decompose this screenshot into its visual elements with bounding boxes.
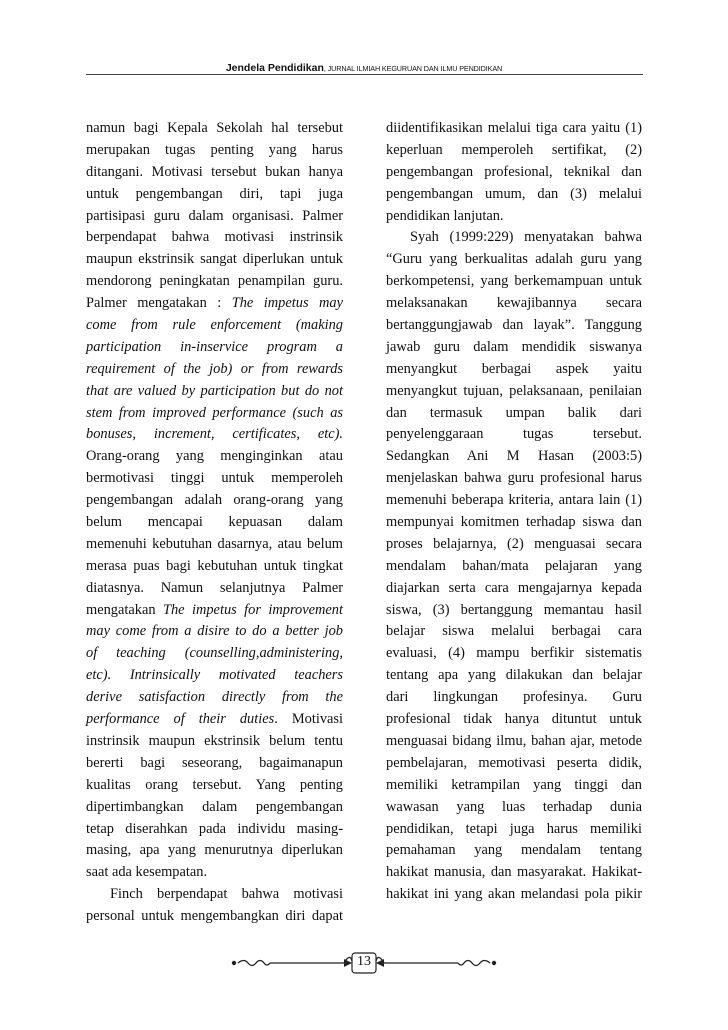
text-line — [386, 862, 642, 884]
text-line — [86, 775, 343, 797]
text-line — [386, 556, 642, 578]
text-line — [86, 293, 343, 315]
line-text: mengatakan — [86, 601, 163, 618]
journal-subtitle: , JURNAL ILMIAH KEGURUAN DAN ILMU PENDIDIKAN — [323, 64, 503, 73]
text-line — [86, 906, 343, 928]
text-line — [86, 359, 343, 381]
page-number: 13 — [357, 954, 371, 969]
line-text: masing, apa yang menurutnya diperlukan — [86, 842, 343, 859]
text-line — [86, 490, 343, 512]
line-text: diajarkan serta cara mengajarnya kepada — [386, 579, 642, 596]
line-text: bererti bagi seseorang, bagaimanapun — [86, 754, 343, 771]
line-text: melaksanakan kewajibannya secara — [386, 295, 642, 312]
text-line — [386, 600, 642, 622]
line-text: Palmer mengatakan : — [86, 295, 232, 312]
line-text: mendorong peningkatan penampilan guru. — [86, 273, 343, 290]
line-italic-text: participation in-inservice program a — [86, 338, 343, 355]
text-line — [386, 512, 642, 534]
line-text: bertanggungjawab dan layak”. Tanggung — [386, 317, 642, 334]
line-text: diatasnya. Namun selanjutnya Palmer — [86, 579, 343, 596]
line-text: mempunyai komitmen terhadap siswa dan — [386, 514, 642, 531]
text-line — [386, 797, 642, 819]
line-text: “Guru yang berkualitas adalah guru yang — [386, 251, 642, 268]
text-line — [386, 315, 642, 337]
line-text: pendidikan lanjutan. — [386, 207, 504, 224]
text-line — [386, 468, 642, 490]
line-text: dan termasuk umpan balik dari — [386, 404, 642, 421]
line-text: pengembangan umum, dan (3) melalui — [386, 185, 642, 202]
text-line — [86, 206, 343, 228]
text-line — [86, 315, 343, 337]
text-line — [86, 600, 343, 622]
text-line — [86, 184, 343, 206]
line-italic-text: of teaching (counselling,administering, — [86, 645, 343, 662]
line-text: proses belajarnya, (2) menguasai secara — [386, 535, 642, 552]
line-text: pengembangan adalah orang-orang yang — [86, 492, 343, 509]
line-text: evaluasi, (4) mampu berfikir sistematis — [386, 645, 642, 662]
header-rule — [86, 74, 643, 75]
line-text: memiliki ketrampilan yang tinggi dan — [386, 776, 642, 793]
line-text: pembelajaran, memotivasi peserta didik, — [386, 754, 642, 771]
text-line — [386, 534, 642, 556]
text-line — [86, 446, 343, 468]
text-line — [86, 468, 343, 490]
line-italic-text: that are valued by participation but do not — [86, 382, 343, 399]
line-text: belum mencapai kepuasan dalam — [86, 514, 343, 531]
line-text: memenuhi beberapa kriteria, antara lain (1) — [386, 492, 642, 509]
text-line — [386, 753, 642, 775]
text-line — [86, 249, 343, 271]
text-line — [386, 578, 642, 600]
line-text: berkompetensi, yang berkemampuan untuk — [386, 273, 642, 290]
line-italic-text: may come from a disire to do a better job — [86, 623, 343, 640]
line-text: pendidikan, tetapi juga harus memiliki — [386, 820, 642, 837]
line-text: menyangkut tujuan, pelaksanaan, penilaian — [386, 382, 642, 399]
text-line — [386, 271, 642, 293]
text-line — [86, 162, 343, 184]
line-text: profesional tidak hanya dituntut untuk — [386, 711, 642, 728]
line-text: menguasai bidang ilmu, bahan ajar, metode — [386, 732, 642, 749]
line-italic-text: bonuses, increment, certificates, etc). — [86, 426, 343, 443]
line-text: Syah (1999:229) menyatakan bahwa — [410, 229, 642, 246]
line-text: pemahaman yang mendalam tentang — [386, 842, 642, 859]
left-text-column — [86, 118, 343, 928]
text-line — [86, 556, 343, 578]
text-line — [86, 643, 343, 665]
text-line — [386, 359, 642, 381]
line-text: tentang apa yang dilakukan dan belajar — [386, 667, 642, 684]
line-text: personal untuk mengembangkan diri dapat — [86, 908, 343, 925]
line-italic-text: The impetus may — [231, 295, 343, 312]
journal-name: Jendela Pendidikan — [225, 62, 324, 74]
text-line — [86, 621, 343, 643]
line-text: namun bagi Kepala Sekolah hal tersebut — [86, 120, 343, 136]
line-text: dipertimbangkan dalam pengembangan — [86, 798, 343, 815]
text-line — [386, 665, 642, 687]
text-line — [386, 337, 642, 359]
text-line — [86, 665, 343, 687]
text-line — [86, 227, 343, 249]
line-text: jawab guru dalam mendidik siswanya — [386, 338, 642, 355]
line-italic-text: performance of their duties — [86, 711, 275, 728]
text-line — [386, 731, 642, 753]
text-line — [386, 490, 642, 512]
text-line — [386, 403, 642, 425]
line-italic-text: The impetus for improvement — [162, 601, 343, 618]
line-text: siswa, (3) bertanggung memantau hasil — [386, 601, 642, 618]
text-line — [86, 381, 343, 403]
line-text: berpendapat bahwa motivasi instrinsik — [86, 229, 343, 246]
line-text: belajar siswa melalui berbagai cara — [386, 623, 642, 640]
line-text: hakikat manusia, dan masyarakat. Hakikat- — [386, 864, 642, 881]
text-line — [386, 381, 642, 403]
text-line — [386, 184, 642, 206]
text-line — [86, 709, 343, 731]
text-line — [386, 249, 642, 271]
line-text-tail: . Motivasi — [274, 711, 344, 728]
line-text: keperluan memperoleh sertifikat, (2) — [386, 141, 642, 158]
line-text: Orang-orang yang menginginkan atau — [86, 448, 343, 465]
text-line — [386, 819, 642, 841]
line-text: kualitas orang tersebut. Yang penting — [86, 776, 343, 793]
line-text: penyelenggaraan tugas tersebut. — [386, 426, 642, 443]
text-line — [86, 424, 343, 446]
line-text: mendalam bahan/mata pelajaran yang — [386, 557, 642, 574]
line-text: menyangkut berbagai aspek yaitu — [386, 360, 642, 377]
line-text: untuk pengembangan diri, tapi juga — [86, 185, 343, 202]
text-line — [86, 840, 343, 862]
page-footer — [226, 948, 502, 978]
text-line — [386, 293, 642, 315]
text-line — [386, 884, 642, 906]
line-text: memenuhi kebutuhan dasarnya, atau belum — [86, 535, 343, 552]
text-line — [386, 206, 642, 228]
text-line — [86, 862, 343, 884]
line-italic-text: stem from improved performance (such as — [86, 404, 343, 421]
line-italic-text: come from rule enforcement (making — [86, 317, 343, 334]
line-text: tetap diserahkan pada individu masing- — [86, 820, 343, 837]
text-line — [86, 512, 343, 534]
line-text: partisipasi guru dalam organisasi. Palmer — [86, 207, 343, 224]
line-italic-text: derive satisfaction directly from the — [86, 689, 343, 706]
line-text: diidentifikasikan melalui tiga cara yaitu (1) — [386, 120, 642, 136]
text-line — [86, 118, 343, 140]
text-line — [86, 403, 343, 425]
text-line — [386, 775, 642, 797]
line-text: saat ada kesempatan. — [86, 864, 208, 881]
line-text: instrinsik maupun ekstrinsik belum tentu — [86, 732, 343, 749]
text-line — [386, 140, 642, 162]
text-line — [386, 840, 642, 862]
line-text: merupakan tugas penting yang harus — [86, 141, 343, 158]
line-text: merasa puas bagi kebutuhan untuk tingkat — [86, 557, 343, 574]
text-line — [86, 337, 343, 359]
text-line — [86, 819, 343, 841]
line-text: ditangani. Motivasi tersebut bukan hanya — [86, 163, 343, 180]
text-line — [86, 731, 343, 753]
line-italic-text: etc). Intrinsically motivated teachers — [86, 667, 343, 684]
text-line — [86, 534, 343, 556]
line-italic-text: requirement of the job) or from rewards — [86, 360, 343, 377]
text-line — [386, 162, 642, 184]
text-line — [386, 621, 642, 643]
text-line — [386, 643, 642, 665]
text-line — [86, 687, 343, 709]
line-text: menjelaskan bahwa guru profesional harus — [386, 470, 642, 487]
line-text: bermotivasi tinggi untuk memperoleh — [86, 470, 343, 487]
line-text: wawasan yang luas terhadap dunia — [386, 798, 642, 815]
text-line — [86, 578, 343, 600]
text-line — [386, 446, 642, 468]
text-line — [86, 753, 343, 775]
line-text: Sedangkan Ani M Hasan (2003:5) — [386, 448, 642, 465]
text-line — [386, 424, 642, 446]
text-line — [86, 884, 343, 906]
text-line — [386, 709, 642, 731]
text-line — [386, 118, 642, 140]
text-line — [86, 271, 343, 293]
text-line — [86, 797, 343, 819]
text-line — [386, 687, 642, 709]
text-line — [86, 140, 343, 162]
right-text-column — [386, 118, 642, 906]
line-text: maupun ekstrinsik sangat diperlukan untuk — [86, 251, 343, 268]
line-text: dari lingkungan profesinya. Guru — [386, 689, 642, 706]
line-text: hakikat ini yang akan melandasi pola pikir — [386, 886, 642, 903]
line-text: Finch berpendapat bahwa motivasi — [110, 886, 343, 903]
line-text: pengembangan profesional, teknikal dan — [386, 163, 642, 180]
text-line — [386, 227, 642, 249]
